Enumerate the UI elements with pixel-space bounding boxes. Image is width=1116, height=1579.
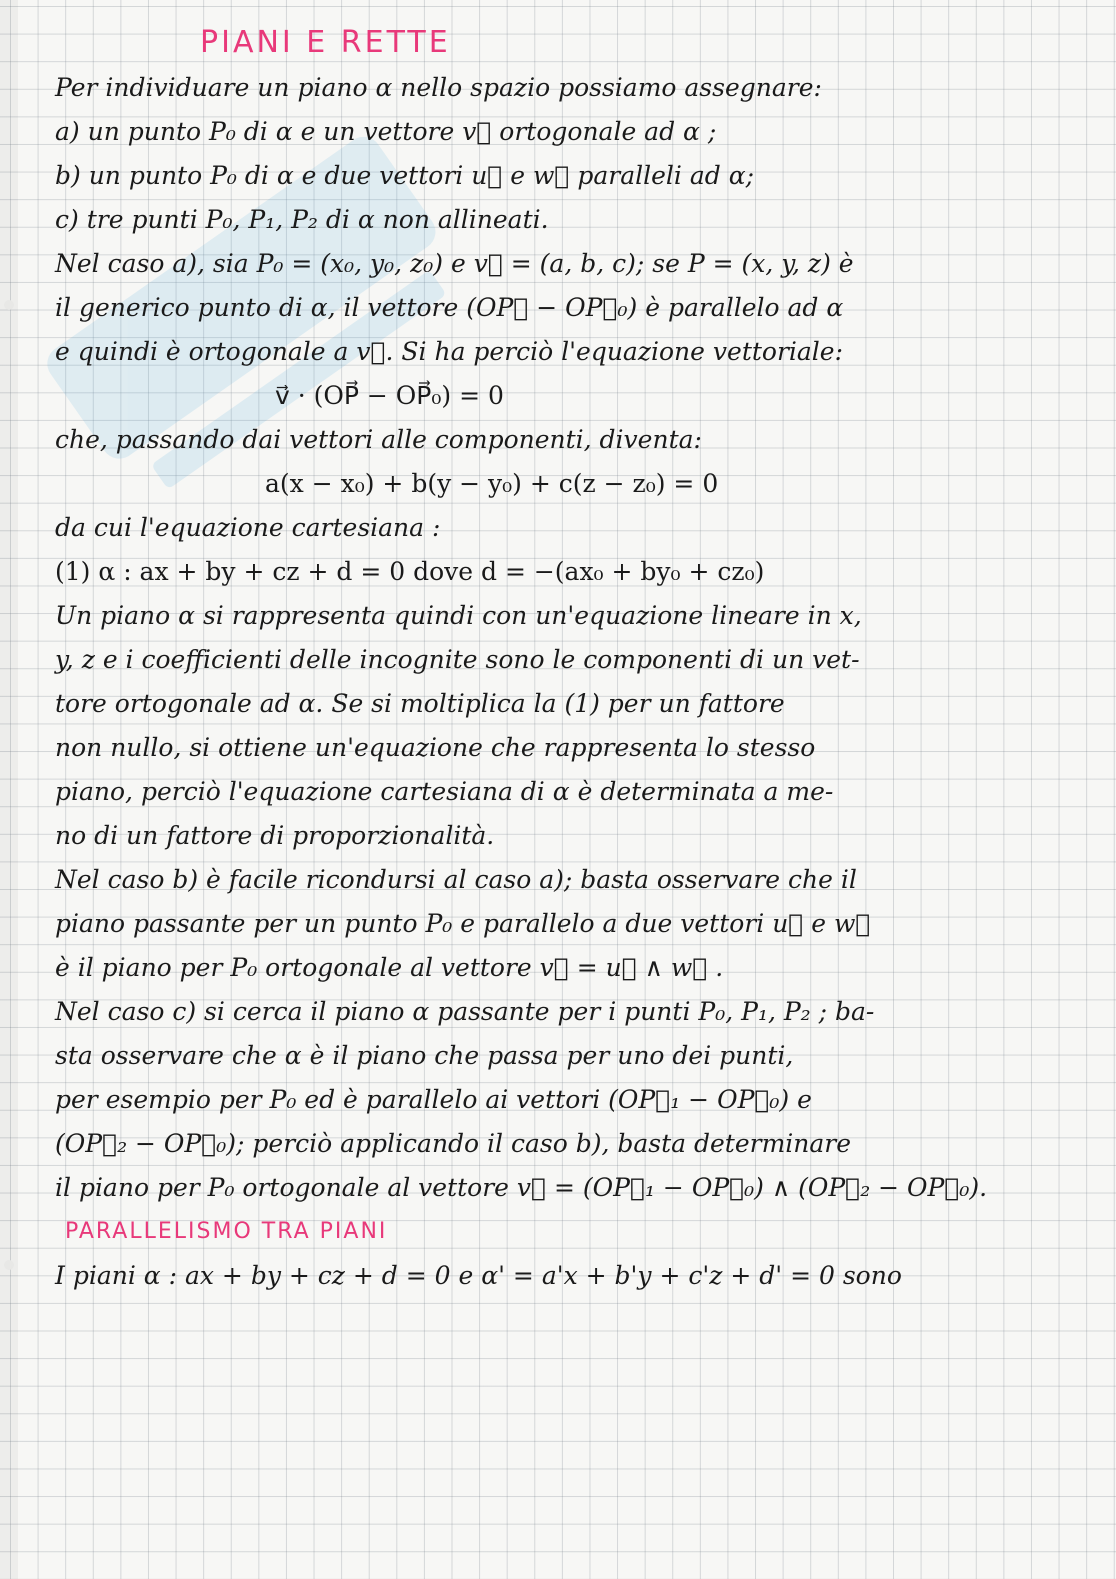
component-equation: a(x − x₀) + b(y − y₀) + c(z − z₀) = 0 [265,469,719,498]
text-line: il generico punto di α, il vettore (OP⃗ − OP⃗₀) è parallelo ad α [55,293,844,322]
cartesian-equation: (1) α : ax + by + cz + d = 0 dove d = −(ax₀ + by₀ + cz₀) [55,557,765,586]
page-title: PIANI E RETTE [200,25,451,60]
text-line: Un piano α si rappresenta quindi con un'equazione lineare in x, [55,601,862,630]
text-line: Nel caso b) è facile ricondursi al caso a); basta osservare che il [55,865,857,894]
text-line: piano, perciò l'equazione cartesiana di α è determinata a me- [55,777,834,806]
text-line: y, z e i coefficienti delle incognite sono le componenti di un vet- [55,645,860,674]
text-line: per esempio per P₀ ed è parallelo ai vettori (OP⃗₁ − OP⃗₀) e [55,1085,812,1114]
text-line: I piani α : ax + by + cz + d = 0 e α' = a'x + b'y + c'z + d' = 0 sono [55,1261,902,1290]
text-line: è il piano per P₀ ortogonale al vettore v⃗ = u⃗ ∧ w⃗ . [55,953,724,982]
text-line: che, passando dai vettori alle componenti, diventa: [55,425,702,454]
text-line: il piano per P₀ ortogonale al vettore v⃗ = (OP⃗₁ − OP⃗₀) ∧ (OP⃗₂ − OP⃗₀). [55,1173,988,1202]
text-line: Per individuare un piano α nello spazio possiamo assegnare: [55,73,822,102]
note-page [55,18,1065,1300]
text-line: e quindi è ortogonale a v⃗. Si ha perciò l'equazione vettoriale: [55,337,844,366]
text-line: b) un punto P₀ di α e due vettori u⃗ e w⃗ paralleli ad α; [55,161,754,190]
text-line: sta osservare che α è il piano che passa per uno dei punti, [55,1041,794,1070]
section-heading: PARALLELISMO TRA PIANI [65,1219,388,1244]
text-line: a) un punto P₀ di α e un vettore v⃗ ortogonale ad α ; [55,117,717,146]
text-line: Nel caso c) si cerca il piano α passante per i punti P₀, P₁, P₂ ; ba- [55,997,875,1026]
text-line: da cui l'equazione cartesiana : [55,513,441,542]
text-line: Nel caso a), sia P₀ = (x₀, y₀, z₀) e v⃗ = (a, b, c); se P = (x, y, z) è [55,249,854,278]
page-margin [0,0,18,1579]
text-line: (OP⃗₂ − OP⃗₀); perciò applicando il caso b), basta determinare [55,1129,852,1158]
binder-hole [4,300,14,310]
text-line: non nullo, si ottiene un'equazione che rappresenta lo stesso [55,733,816,762]
text-line: tore ortogonale ad α. Se si moltiplica la (1) per un fattore [55,689,785,718]
text-line: piano passante per un punto P₀ e parallelo a due vettori u⃗ e w⃗ [55,909,871,938]
text-line: c) tre punti P₀, P₁, P₂ di α non allineati. [55,205,549,234]
binder-hole [4,1260,14,1270]
vector-equation: v⃗ · (OP⃗ − OP⃗₀) = 0 [275,381,504,410]
text-line: no di un fattore di proporzionalità. [55,821,495,850]
